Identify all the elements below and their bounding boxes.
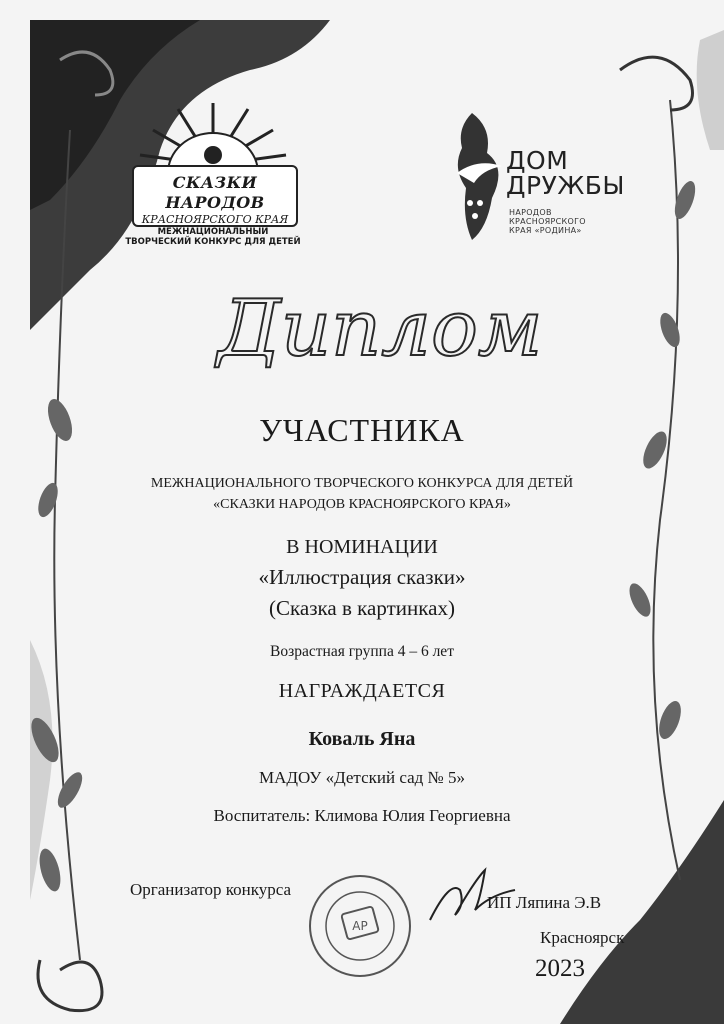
nomination-name: «Иллюстрация сказки» xyxy=(258,565,466,589)
official-stamp xyxy=(306,872,414,980)
contest-line-1: МЕЖНАЦИОНАЛЬНОГО ТВОРЧЕСКОГО КОНКУРСА ДЛЯ ДЕТЕЙ xyxy=(150,476,574,491)
contest-logo-title: СКАЗКИ НАРОДОВ xyxy=(165,173,265,212)
organizer-label: Организатор конкурса xyxy=(130,880,292,899)
organizer-name: ИП Ляпина Э.В xyxy=(487,893,602,912)
contest-logo-subtitle: КРАСНОЯРСКОГО КРАЯ xyxy=(141,213,289,226)
contest-logo xyxy=(118,95,308,245)
contest-logo-caption xyxy=(118,227,308,247)
contest-logo-caption-line1: МЕЖНАЦИОНАЛЬНЫЙ xyxy=(157,227,269,237)
friendship-house-sub-line1: НАРОДОВ xyxy=(509,208,552,217)
awarded-label: НАГРАЖДАЕТСЯ xyxy=(278,680,446,702)
diploma-title xyxy=(170,275,590,385)
recipient-name: Коваль Яна xyxy=(308,728,416,750)
participant-heading: УЧАСТНИКА xyxy=(259,412,465,448)
friendship-house-sub-line3: КРАЯ «РОДИНА» xyxy=(509,226,582,235)
nomination-label: В НОМИНАЦИИ xyxy=(286,536,438,558)
friendship-house-name-line2: ДРУЖБЫ xyxy=(506,171,625,200)
contest-line-2: «СКАЗКИ НАРОДОВ КРАСНОЯРСКОГО КРАЯ» xyxy=(213,497,511,512)
teacher-name: Воспитатель: Климова Юлия Георгиевна xyxy=(213,806,511,825)
friendship-house-name xyxy=(506,148,636,198)
friendship-house-subtitle xyxy=(509,208,629,235)
sun-rays-icon xyxy=(118,95,308,175)
friendship-house-sub-line2: КРАСНОЯРСКОГО xyxy=(509,217,586,226)
friendship-house-name-line1: ДОМ xyxy=(506,146,569,175)
nomination-subtitle: (Сказка в картинках) xyxy=(269,596,455,620)
school-name: МАДОУ «Детский сад № 5» xyxy=(258,768,465,787)
bird-map-icon xyxy=(452,108,510,243)
contest-logo-banner xyxy=(132,165,298,227)
friendship-house-logo xyxy=(452,108,652,258)
year: 2023 xyxy=(535,955,585,982)
svg-text:AP: AP xyxy=(352,919,368,933)
contest-logo-caption-line2: ТВОРЧЕСКИЙ КОНКУРС ДЛЯ ДЕТЕЙ xyxy=(125,237,301,247)
age-group: Возрастная группа 4 – 6 лет xyxy=(270,643,454,660)
diploma-title-text: Диплом xyxy=(217,284,543,374)
city: Красноярск xyxy=(540,928,625,947)
